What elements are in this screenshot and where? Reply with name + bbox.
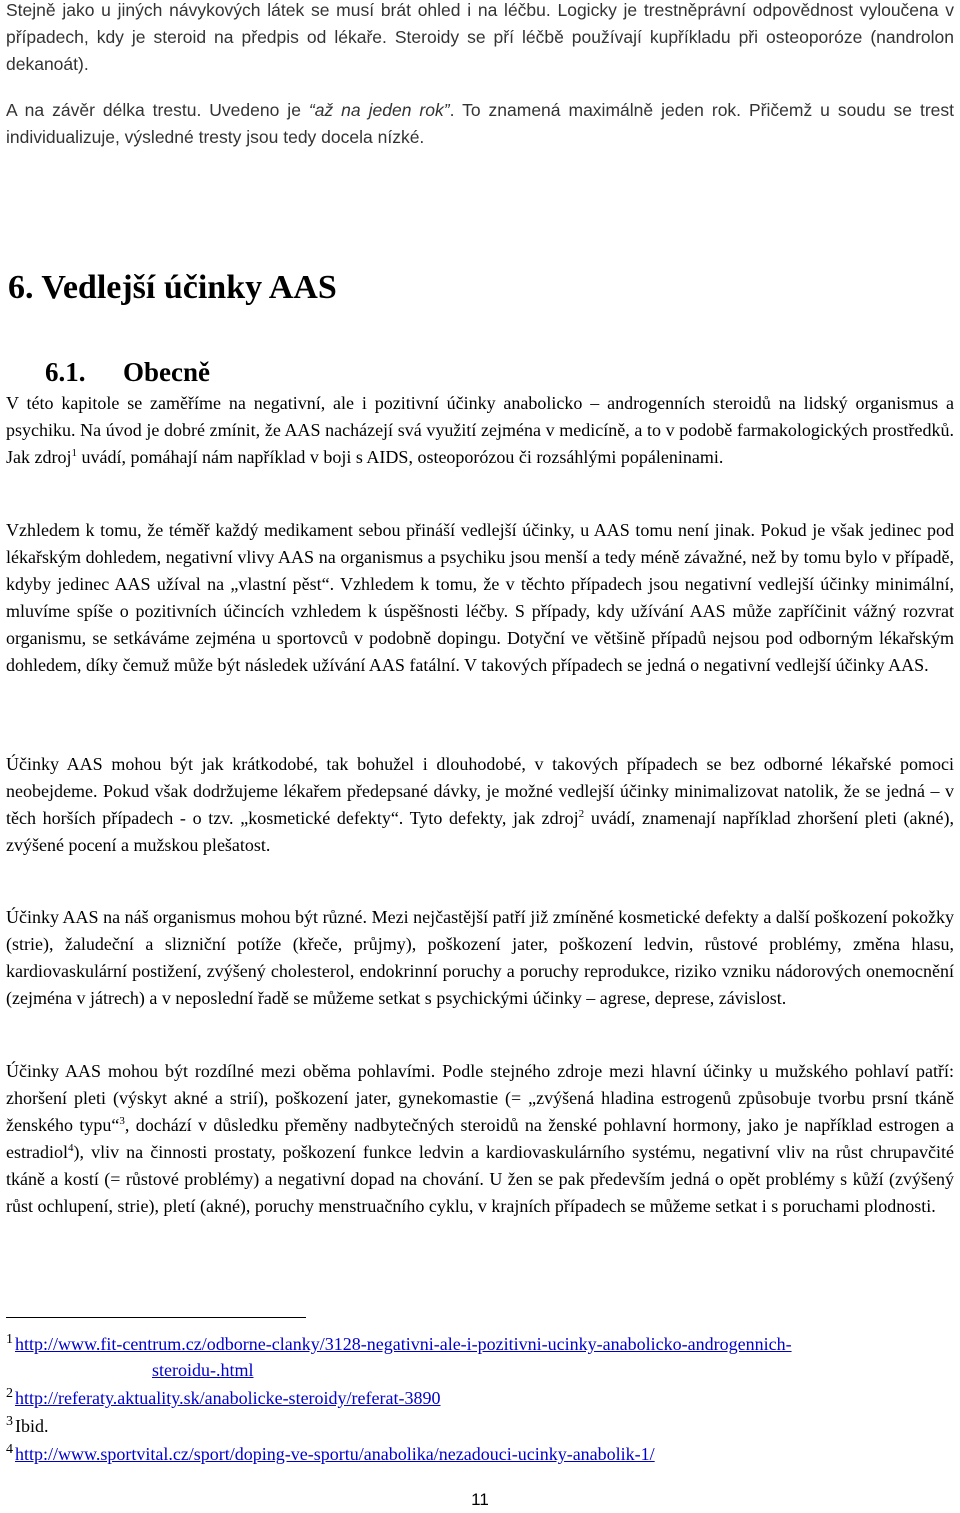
footnote-separator bbox=[6, 1317, 306, 1318]
footnote-mark: 2 bbox=[6, 1386, 13, 1401]
chapter-heading: 6. Vedlejší účinky AAS bbox=[8, 269, 337, 306]
footnote-mark: 3 bbox=[6, 1414, 13, 1429]
paragraph-gender-differences bbox=[6, 1058, 954, 1220]
page-number: 11 bbox=[471, 1490, 489, 1509]
paragraph-text: Stejně jako u jiných návykových látek se musí brát ohled i na léčbu. Logicky je trestněprávní odpovědnost vyloučena v případech, kdy je steroid na předpis od lékaře. Steroidy se pří léčbě používají kupříkladu při osteoporóze (nandrolon dekanoát). bbox=[6, 0, 954, 74]
paragraph-text: uvádí, pomáhají nám například v boji s AIDS, osteoporózou či rozsáhlými popáleninami. bbox=[76, 447, 724, 467]
paragraph-text: ), vliv na činnosti prostaty, poškození funkce ledvin a kardiovaskulárního systému, negativní vliv na růst chrupavčité tkáně a kostí (= růstové problémy) a negativní dopad na chování. U žen se pak především jedná o opět problémy s kůží (zvýšený růst ochlupení, strie), pletí (akné), poruchy menstruačního cyklu, v krajních případech se můžeme setkat i s poruchami plodnosti. bbox=[6, 1142, 954, 1216]
quoted-phrase: “až na jeden rok” bbox=[308, 100, 450, 120]
footnote-mark: 4 bbox=[6, 1442, 13, 1457]
paragraph-sentence-length bbox=[6, 97, 954, 151]
footnote-ref[interactable]: 1 bbox=[71, 447, 77, 459]
paragraph-text: . To znamená maximálně jeden rok. Přičemž u soudu se trest individualizuje, výsledné tresty jsou tedy docela nízké. bbox=[6, 100, 955, 147]
paragraph-text: Účinky AAS mohou být jak krátkodobé, tak bohužel i dlouhodobé, v takových případech se bez odborné lékařské pomoci neobejdeme. Pokud však dodržujeme lékařem předepsané dávky, je možné vedlejší účinky minimalizovat natolik, že se jedná – v těch horších případech - o tzv. „kosmetické defekty“. Tyto defekty, jak zdroj bbox=[6, 754, 954, 828]
section-heading bbox=[45, 356, 210, 388]
footnote-link[interactable]: http://www.sportvital.cz/sport/doping-ve-sportu/anabolika/nezadouci-ucinky-anabolik-1/ bbox=[15, 1444, 655, 1464]
section-number: 6.1. bbox=[45, 357, 86, 387]
footnote-ref[interactable]: 2 bbox=[578, 808, 585, 820]
paragraph-text: uvádí, znamenají například zhoršení pleti (akné), zvýšené pocení a mužskou plešatost. bbox=[6, 808, 954, 855]
paragraph-text: Vzhledem k tomu, že téměř každý medikament sebou přináší vedlejší účinky, u AAS tomu není jinak. Pokud je však jedinec pod lékařským dohledem, negativní vlivy AAS na organismus a psychiku jsou menší a tedy méně závažné, než by tomu bylo v případě, kdyby jedinec AAS užíval na „vlastní pěst“. Vzhledem k tomu, že v těchto případech jsou negativní vedlejší účinky minimální, mluvíme spíše o pozitivních účincích vzhledem k úspěšnosti léčby. S případy, kdy užívání AAS může zapříčinit vážný rozvrat organismu, se setkáváme zejména u sportovců v podobně dopingu. Dotyční ve většině případů nejsou pod odborným lékařským dohledem, díky čemuž může být následek užívání AAS fatální. V takových případech se jedná o negativní vedlejší účinky AAS. bbox=[6, 520, 954, 675]
paragraph-text: , dochází v důsledku přeměny nadbytečných steroidů na ženské pohlavní hormony, jako je například estrogen a estradiol bbox=[6, 1115, 954, 1162]
paragraph-treatment bbox=[6, 0, 954, 78]
footnote-ref[interactable]: 4 bbox=[67, 1142, 74, 1154]
paragraph-side-effects bbox=[6, 517, 954, 679]
footnote-link[interactable]: http://referaty.aktuality.sk/anabolicke-steroidy/referat-3890 bbox=[15, 1388, 441, 1408]
paragraph-duration bbox=[6, 751, 954, 859]
footnote-1 bbox=[6, 1331, 954, 1383]
footnote-ref[interactable]: 3 bbox=[119, 1115, 125, 1127]
footnote-mark: 1 bbox=[6, 1332, 13, 1347]
footnote-4 bbox=[6, 1441, 954, 1467]
footnote-link-continuation[interactable]: steroidu-.html bbox=[152, 1360, 254, 1380]
footnote-link[interactable]: http://www.fit-centrum.cz/odborne-clanky/3128-negativni-ale-i-pozitivni-ucinky-anabolicko-androgennich- bbox=[15, 1334, 792, 1354]
footnote-text: Ibid. bbox=[15, 1416, 49, 1436]
paragraph-text: A na závěr délka trestu. Uvedeno je bbox=[6, 100, 309, 120]
paragraph-text: Účinky AAS mohou být rozdílné mezi oběma pohlavími. Podle stejného zdroje mezi hlavní účinky u mužského pohlaví patří: zhoršení pleti (výskyt akné a strií), poškození jater, gynekomastie (= „zvýšená hladina estrogenů způsobuje tvorbu prsní tkáně ženského typu“ bbox=[6, 1061, 954, 1135]
paragraph-intro bbox=[6, 390, 954, 471]
paragraph-text: V této kapitole se zaměříme na negativní, ale i pozitivní účinky anabolicko – androgenních steroidů na lidský organismus a psychiku. Na úvod je dobré zmínit, že AAS nacházejí svá využití zejména v medicíně, a to v podobě farmakologických prostředků. Jak zdroj bbox=[6, 393, 954, 467]
footnote-3 bbox=[6, 1413, 954, 1439]
paragraph-text: Účinky AAS na náš organismus mohou být různé. Mezi nejčastější patří již zmíněné kosmetické defekty a další poškození pokožky (strie), žaludeční a slizniční potíže (křeče, průjmy), poškození jater, poškození ledvin, růstové problémy, změna hlasu, kardiovaskulární postižení, zvýšený cholesterol, endokrinní poruchy a poruchy reprodukce, riziko vzniku nádorových onemocnění (zejména v játrech) a v neposlední řadě se můžeme setkat s psychickými účinky – agrese, deprese, závislost. bbox=[6, 907, 954, 1008]
footnote-2 bbox=[6, 1385, 954, 1411]
section-title: Obecně bbox=[123, 357, 210, 387]
paragraph-organism-effects bbox=[6, 904, 954, 1012]
